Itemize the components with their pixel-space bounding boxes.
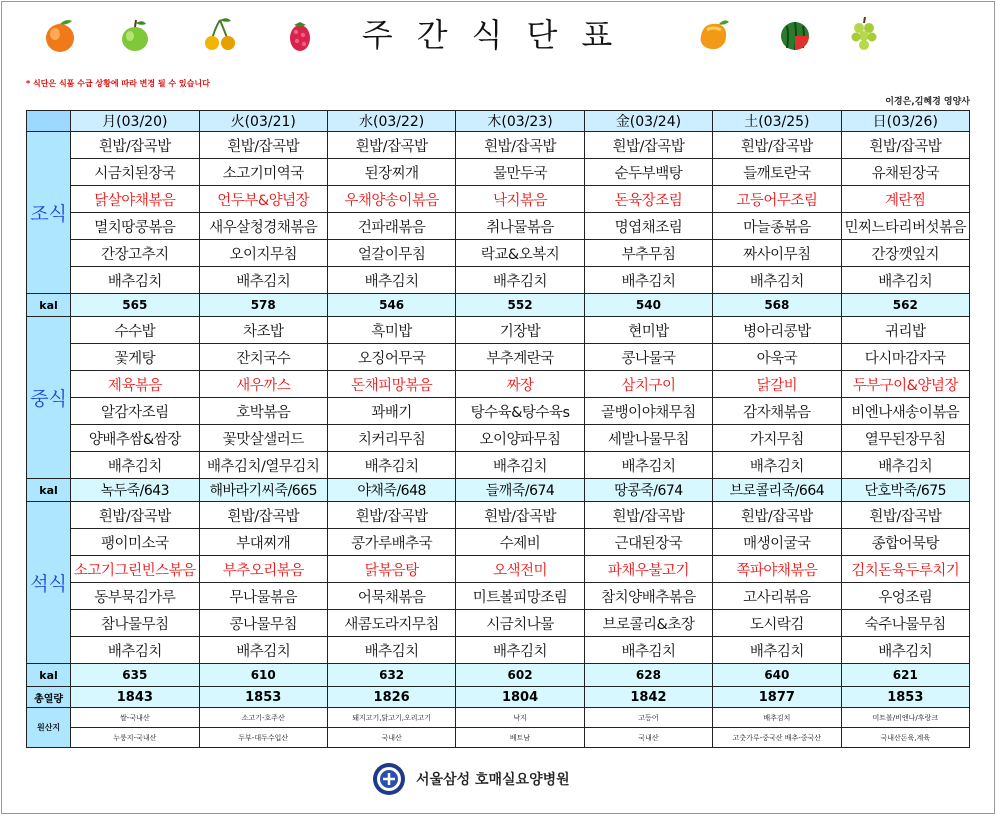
corner-cell [27, 111, 71, 132]
menu-item: 언두부&양념장 [199, 186, 327, 213]
menu-item: 부추계란국 [456, 344, 584, 371]
menu-item: 팽이미소국 [71, 529, 199, 556]
menu-item: 배추김치 [456, 452, 584, 479]
menu-item: 다시마감자국 [841, 344, 969, 371]
calorie-value: 단호박죽/675 [841, 479, 969, 502]
menu-item: 배추김치 [584, 267, 712, 294]
menu-row [27, 425, 970, 452]
menu-item: 배추김치 [456, 637, 584, 664]
menu-item: 마늘종볶음 [713, 213, 841, 240]
menu-item: 쪽파야채볶음 [713, 556, 841, 583]
calorie-value: 628 [584, 664, 712, 687]
menu-row [27, 529, 970, 556]
calorie-value: 540 [584, 294, 712, 317]
menu-item: 흰밥/잡곡밥 [199, 132, 327, 159]
menu-item: 미트볼피망조림 [456, 583, 584, 610]
menu-item: 흰밥/잡곡밥 [456, 132, 584, 159]
menu-item: 소고기미역국 [199, 159, 327, 186]
origin-value: 국내산돈육,계육 [841, 728, 969, 748]
menu-item: 수제비 [456, 529, 584, 556]
origin-value: 베트남 [456, 728, 584, 748]
menu-item: 흰밥/잡곡밥 [71, 502, 199, 529]
origin-row [27, 728, 970, 748]
menu-item: 배추김치/열무김치 [199, 452, 327, 479]
menu-row [27, 317, 970, 344]
menu-item: 오이양파무침 [456, 425, 584, 452]
menu-item: 콩나물국 [584, 344, 712, 371]
menu-item: 꽃게탕 [71, 344, 199, 371]
origin-value: 누룽지-국내산 [71, 728, 199, 748]
menu-item: 무나물볶음 [199, 583, 327, 610]
menu-item: 고사리볶음 [713, 583, 841, 610]
menu-item: 열무된장무침 [841, 425, 969, 452]
day-header: 木(03/23) [456, 111, 584, 132]
menu-item: 계란찜 [841, 186, 969, 213]
origin-value: 국내산 [327, 728, 455, 748]
calorie-label: kal [27, 294, 71, 317]
menu-item: 수수밥 [71, 317, 199, 344]
menu-item: 부추오리볶음 [199, 556, 327, 583]
menu-item: 순두부백탕 [584, 159, 712, 186]
menu-item: 흰밥/잡곡밥 [199, 502, 327, 529]
menu-item: 민찌느타리버섯볶음 [841, 213, 969, 240]
menu-item: 배추김치 [71, 452, 199, 479]
day-header: 金(03/24) [584, 111, 712, 132]
menu-item: 가지무침 [713, 425, 841, 452]
menu-item: 배추김치 [713, 452, 841, 479]
menu-item: 삼치구이 [584, 371, 712, 398]
menu-item: 짜장 [456, 371, 584, 398]
menu-item: 기장밥 [456, 317, 584, 344]
change-notice: * 식단은 식품 수급 상황에 따라 변경 될 수 있습니다 [26, 79, 210, 88]
calorie-row [27, 479, 970, 502]
menu-item: 파채우불고기 [584, 556, 712, 583]
menu-row [27, 240, 970, 267]
menu-item: 콩나물무침 [199, 610, 327, 637]
menu-item: 돈채피망볶음 [327, 371, 455, 398]
menu-item: 골뱅이야채무침 [584, 398, 712, 425]
footer [372, 760, 570, 798]
calorie-value: 568 [713, 294, 841, 317]
menu-item: 건파래볶음 [327, 213, 455, 240]
menu-item: 흰밥/잡곡밥 [327, 502, 455, 529]
menu-item: 오이지무침 [199, 240, 327, 267]
calorie-value: 562 [841, 294, 969, 317]
menu-row [27, 159, 970, 186]
menu-item: 감자채볶음 [713, 398, 841, 425]
origin-value: 고춧가루-중국산 배추-중국산 [713, 728, 841, 748]
menu-item: 시금치된장국 [71, 159, 199, 186]
calorie-label: kal [27, 479, 71, 502]
menu-item: 오색전미 [456, 556, 584, 583]
origin-value: 소고기-호주산 [199, 708, 327, 728]
menu-item: 호박볶음 [199, 398, 327, 425]
menu-item: 알감자조림 [71, 398, 199, 425]
origin-value: 돼지고기,닭고기,오리고기 [327, 708, 455, 728]
menu-item: 취나물볶음 [456, 213, 584, 240]
menu-item: 배추김치 [713, 267, 841, 294]
total-value: 1843 [71, 687, 199, 708]
menu-row [27, 267, 970, 294]
calorie-label: kal [27, 664, 71, 687]
menu-item: 우채양송이볶음 [327, 186, 455, 213]
menu-item: 흰밥/잡곡밥 [841, 502, 969, 529]
menu-item: 배추김치 [327, 637, 455, 664]
menu-row [27, 556, 970, 583]
day-header: 土(03/25) [713, 111, 841, 132]
menu-item: 배추김치 [327, 452, 455, 479]
menu-item: 배추김치 [841, 637, 969, 664]
day-header: 火(03/21) [199, 111, 327, 132]
menu-row [27, 344, 970, 371]
menu-item: 흰밥/잡곡밥 [584, 132, 712, 159]
menu-item: 새우살청경채볶음 [199, 213, 327, 240]
menu-item: 짜사이무침 [713, 240, 841, 267]
menu-item: 흰밥/잡곡밥 [327, 132, 455, 159]
menu-item: 된장찌개 [327, 159, 455, 186]
menu-item: 현미밥 [584, 317, 712, 344]
total-value: 1804 [456, 687, 584, 708]
menu-row [27, 452, 970, 479]
menu-item: 브로콜리&초장 [584, 610, 712, 637]
menu-item: 명엽채조림 [584, 213, 712, 240]
calorie-value: 야채죽/648 [327, 479, 455, 502]
menu-item: 근대된장국 [584, 529, 712, 556]
total-value: 1877 [713, 687, 841, 708]
calorie-row [27, 664, 970, 687]
menu-item: 동부묵김가루 [71, 583, 199, 610]
menu-item: 콩가루배추국 [327, 529, 455, 556]
menu-item: 닭갈비 [713, 371, 841, 398]
menu-item: 제육볶음 [71, 371, 199, 398]
origin-value: 국내산 [584, 728, 712, 748]
menu-item: 고등어무조림 [713, 186, 841, 213]
origin-value: 낙지 [456, 708, 584, 728]
calorie-value: 들깨죽/674 [456, 479, 584, 502]
calorie-value: 610 [199, 664, 327, 687]
menu-item: 김치돈육두루치기 [841, 556, 969, 583]
calorie-value: 546 [327, 294, 455, 317]
menu-item: 숙주나물무침 [841, 610, 969, 637]
origin-row [27, 708, 970, 728]
total-value: 1842 [584, 687, 712, 708]
menu-row [27, 371, 970, 398]
menu-item: 흰밥/잡곡밥 [456, 502, 584, 529]
calorie-value: 해바라기씨죽/665 [199, 479, 327, 502]
menu-item: 종합어묵탕 [841, 529, 969, 556]
menu-item: 물만두국 [456, 159, 584, 186]
menu-row [27, 502, 970, 529]
menu-item: 잔치국수 [199, 344, 327, 371]
calorie-value: 565 [71, 294, 199, 317]
calorie-value: 621 [841, 664, 969, 687]
meal-label: 석식 [27, 502, 71, 664]
menu-item: 참치양배추볶음 [584, 583, 712, 610]
day-header-row [27, 111, 970, 132]
menu-item: 닭볶음탕 [327, 556, 455, 583]
menu-item: 도시락김 [713, 610, 841, 637]
origin-value: 두부-대두수입산 [199, 728, 327, 748]
menu-item: 우엉조림 [841, 583, 969, 610]
menu-item: 간장깻잎지 [841, 240, 969, 267]
calorie-value: 땅콩죽/674 [584, 479, 712, 502]
menu-item: 멸치땅콩볶음 [71, 213, 199, 240]
total-value: 1826 [327, 687, 455, 708]
menu-item: 참나물무침 [71, 610, 199, 637]
menu-item: 흰밥/잡곡밥 [71, 132, 199, 159]
menu-item: 배추김치 [71, 267, 199, 294]
menu-row [27, 132, 970, 159]
menu-item: 어묵채볶음 [327, 583, 455, 610]
menu-item: 락교&오복지 [456, 240, 584, 267]
hospital-name: 서울삼성 호매실요양병원 [416, 772, 570, 788]
day-header: 水(03/22) [327, 111, 455, 132]
menu-item: 아욱국 [713, 344, 841, 371]
menu-row [27, 186, 970, 213]
menu-item: 꽃맛살샐러드 [199, 425, 327, 452]
origin-value: 쌀-국내산 [71, 708, 199, 728]
calorie-value: 녹두죽/643 [71, 479, 199, 502]
menu-row [27, 583, 970, 610]
menu-item: 부대찌개 [199, 529, 327, 556]
origin-value: 배추김치 [713, 708, 841, 728]
menu-item: 병아리콩밥 [713, 317, 841, 344]
menu-item: 유채된장국 [841, 159, 969, 186]
total-label: 총열량 [27, 687, 71, 708]
calorie-value: 635 [71, 664, 199, 687]
menu-row [27, 213, 970, 240]
menu-item: 오징어무국 [327, 344, 455, 371]
origin-value: 고등어 [584, 708, 712, 728]
menu-item: 양배추쌈&쌈장 [71, 425, 199, 452]
calorie-value: 552 [456, 294, 584, 317]
origin-value: 미트볼/비엔나/후랑크 [841, 708, 969, 728]
menu-item: 흑미밥 [327, 317, 455, 344]
page-title: 주간식단표 [361, 16, 637, 54]
menu-item: 배추김치 [327, 267, 455, 294]
dietitian-names: 이경은,김혜경 영양사 [885, 97, 970, 107]
menu-row [27, 637, 970, 664]
menu-item: 흰밥/잡곡밥 [713, 132, 841, 159]
menu-item: 소고기그린빈스볶음 [71, 556, 199, 583]
menu-item: 비엔나새송이볶음 [841, 398, 969, 425]
menu-item: 세발나물무침 [584, 425, 712, 452]
menu-item: 배추김치 [841, 452, 969, 479]
menu-item: 부추무침 [584, 240, 712, 267]
menu-item: 두부구이&양념장 [841, 371, 969, 398]
menu-item: 배추김치 [71, 637, 199, 664]
menu-item: 시금치나물 [456, 610, 584, 637]
day-header: 日(03/26) [841, 111, 969, 132]
total-value: 1853 [199, 687, 327, 708]
menu-item: 매생이굴국 [713, 529, 841, 556]
menu-item: 배추김치 [584, 637, 712, 664]
menu-item: 배추김치 [841, 267, 969, 294]
calorie-row [27, 294, 970, 317]
menu-item: 흰밥/잡곡밥 [584, 502, 712, 529]
menu-item: 배추김치 [584, 452, 712, 479]
calorie-value: 578 [199, 294, 327, 317]
menu-item: 낙지볶음 [456, 186, 584, 213]
menu-item: 탕수육&탕수육s [456, 398, 584, 425]
menu-item: 배추김치 [199, 267, 327, 294]
weekly-menu-table [26, 110, 970, 748]
menu-item: 꽈배기 [327, 398, 455, 425]
hospital-emblem-icon [372, 762, 406, 796]
meal-label: 중식 [27, 317, 71, 479]
menu-row [27, 610, 970, 637]
menu-item: 치커리무침 [327, 425, 455, 452]
menu-item: 배추김치 [456, 267, 584, 294]
total-calorie-row [27, 687, 970, 708]
menu-item: 귀리밥 [841, 317, 969, 344]
meal-label: 조식 [27, 132, 71, 294]
calorie-value: 632 [327, 664, 455, 687]
menu-item: 배추김치 [713, 637, 841, 664]
calorie-value: 640 [713, 664, 841, 687]
origin-label: 원산지 [27, 708, 71, 748]
menu-item: 배추김치 [199, 637, 327, 664]
menu-item: 새우까스 [199, 371, 327, 398]
menu-row [27, 398, 970, 425]
menu-item: 들깨토란국 [713, 159, 841, 186]
menu-item: 닭살야채볶음 [71, 186, 199, 213]
menu-item: 얼갈이무침 [327, 240, 455, 267]
menu-item: 간장고추지 [71, 240, 199, 267]
day-header: 月(03/20) [71, 111, 199, 132]
menu-item: 새콤도라지무침 [327, 610, 455, 637]
menu-item: 돈육장조림 [584, 186, 712, 213]
calorie-value: 브로콜리죽/664 [713, 479, 841, 502]
total-value: 1853 [841, 687, 969, 708]
menu-item: 흰밥/잡곡밥 [841, 132, 969, 159]
calorie-value: 602 [456, 664, 584, 687]
menu-item: 흰밥/잡곡밥 [713, 502, 841, 529]
menu-item: 차조밥 [199, 317, 327, 344]
